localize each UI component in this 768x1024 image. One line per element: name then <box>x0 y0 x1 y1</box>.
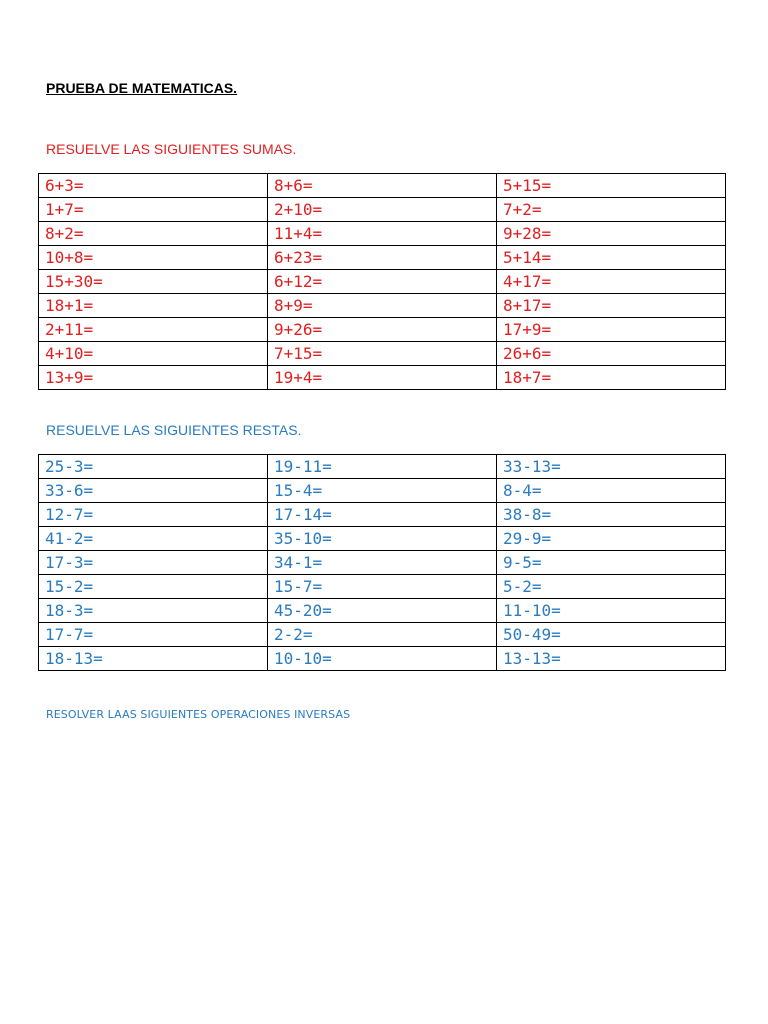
operation-cell: 8+6= <box>268 174 497 198</box>
sumas-heading: RESUELVE LAS SIGUIENTES SUMAS. <box>46 141 297 157</box>
operation-cell: 25-3= <box>39 455 268 479</box>
operation-cell: 13+9= <box>39 366 268 390</box>
table-row <box>39 551 726 575</box>
operation-cell: 17-14= <box>268 503 497 527</box>
operation-cell: 15+30= <box>39 270 268 294</box>
operation-cell: 8+9= <box>268 294 497 318</box>
operation-cell: 11+4= <box>268 222 497 246</box>
operation-cell: 18+1= <box>39 294 268 318</box>
operation-cell: 6+3= <box>39 174 268 198</box>
operation-cell: 12-7= <box>39 503 268 527</box>
table-row <box>39 575 726 599</box>
table-row <box>39 198 726 222</box>
table-row <box>39 647 726 671</box>
operation-cell: 4+17= <box>497 270 726 294</box>
operation-cell: 33-13= <box>497 455 726 479</box>
operation-cell: 5+15= <box>497 174 726 198</box>
operation-cell: 8-4= <box>497 479 726 503</box>
table-row <box>39 527 726 551</box>
operation-cell: 2+11= <box>39 318 268 342</box>
page-title: PRUEBA DE MATEMATICAS. <box>46 80 238 96</box>
table-row <box>39 318 726 342</box>
operation-cell: 35-10= <box>268 527 497 551</box>
operation-cell: 15-4= <box>268 479 497 503</box>
operation-cell: 9-5= <box>497 551 726 575</box>
operation-cell: 5-2= <box>497 575 726 599</box>
operation-cell: 19+4= <box>268 366 497 390</box>
operation-cell: 45-20= <box>268 599 497 623</box>
operation-cell: 17-3= <box>39 551 268 575</box>
table-row <box>39 246 726 270</box>
operation-cell: 29-9= <box>497 527 726 551</box>
inversas-heading: RESOLVER LAAS SIGUIENTES OPERACIONES INVERSAS <box>46 708 351 721</box>
restas-heading: RESUELVE LAS SIGUIENTES RESTAS. <box>46 422 302 438</box>
operation-cell: 6+23= <box>268 246 497 270</box>
operation-cell: 18+7= <box>497 366 726 390</box>
operation-cell: 10-10= <box>268 647 497 671</box>
sumas-table-body <box>39 174 726 390</box>
operation-cell: 4+10= <box>39 342 268 366</box>
table-row <box>39 455 726 479</box>
operation-cell: 17+9= <box>497 318 726 342</box>
operation-cell: 5+14= <box>497 246 726 270</box>
operation-cell: 1+7= <box>39 198 268 222</box>
table-row <box>39 503 726 527</box>
operation-cell: 8+2= <box>39 222 268 246</box>
operation-cell: 2-2= <box>268 623 497 647</box>
operation-cell: 6+12= <box>268 270 497 294</box>
table-row <box>39 342 726 366</box>
operation-cell: 38-8= <box>497 503 726 527</box>
operation-cell: 18-3= <box>39 599 268 623</box>
restas-table-body <box>39 455 726 671</box>
operation-cell: 33-6= <box>39 479 268 503</box>
operation-cell: 15-2= <box>39 575 268 599</box>
operation-cell: 7+15= <box>268 342 497 366</box>
operation-cell: 41-2= <box>39 527 268 551</box>
restas-table <box>38 454 726 671</box>
operation-cell: 34-1= <box>268 551 497 575</box>
operation-cell: 26+6= <box>497 342 726 366</box>
sumas-table <box>38 173 726 390</box>
operation-cell: 17-7= <box>39 623 268 647</box>
operation-cell: 13-13= <box>497 647 726 671</box>
operation-cell: 9+26= <box>268 318 497 342</box>
table-row <box>39 270 726 294</box>
operation-cell: 50-49= <box>497 623 726 647</box>
table-row <box>39 294 726 318</box>
table-row <box>39 623 726 647</box>
table-row <box>39 222 726 246</box>
table-row <box>39 366 726 390</box>
operation-cell: 11-10= <box>497 599 726 623</box>
operation-cell: 19-11= <box>268 455 497 479</box>
table-row <box>39 479 726 503</box>
operation-cell: 9+28= <box>497 222 726 246</box>
table-row <box>39 174 726 198</box>
operation-cell: 2+10= <box>268 198 497 222</box>
operation-cell: 8+17= <box>497 294 726 318</box>
table-row <box>39 599 726 623</box>
operation-cell: 18-13= <box>39 647 268 671</box>
operation-cell: 10+8= <box>39 246 268 270</box>
operation-cell: 7+2= <box>497 198 726 222</box>
operation-cell: 15-7= <box>268 575 497 599</box>
